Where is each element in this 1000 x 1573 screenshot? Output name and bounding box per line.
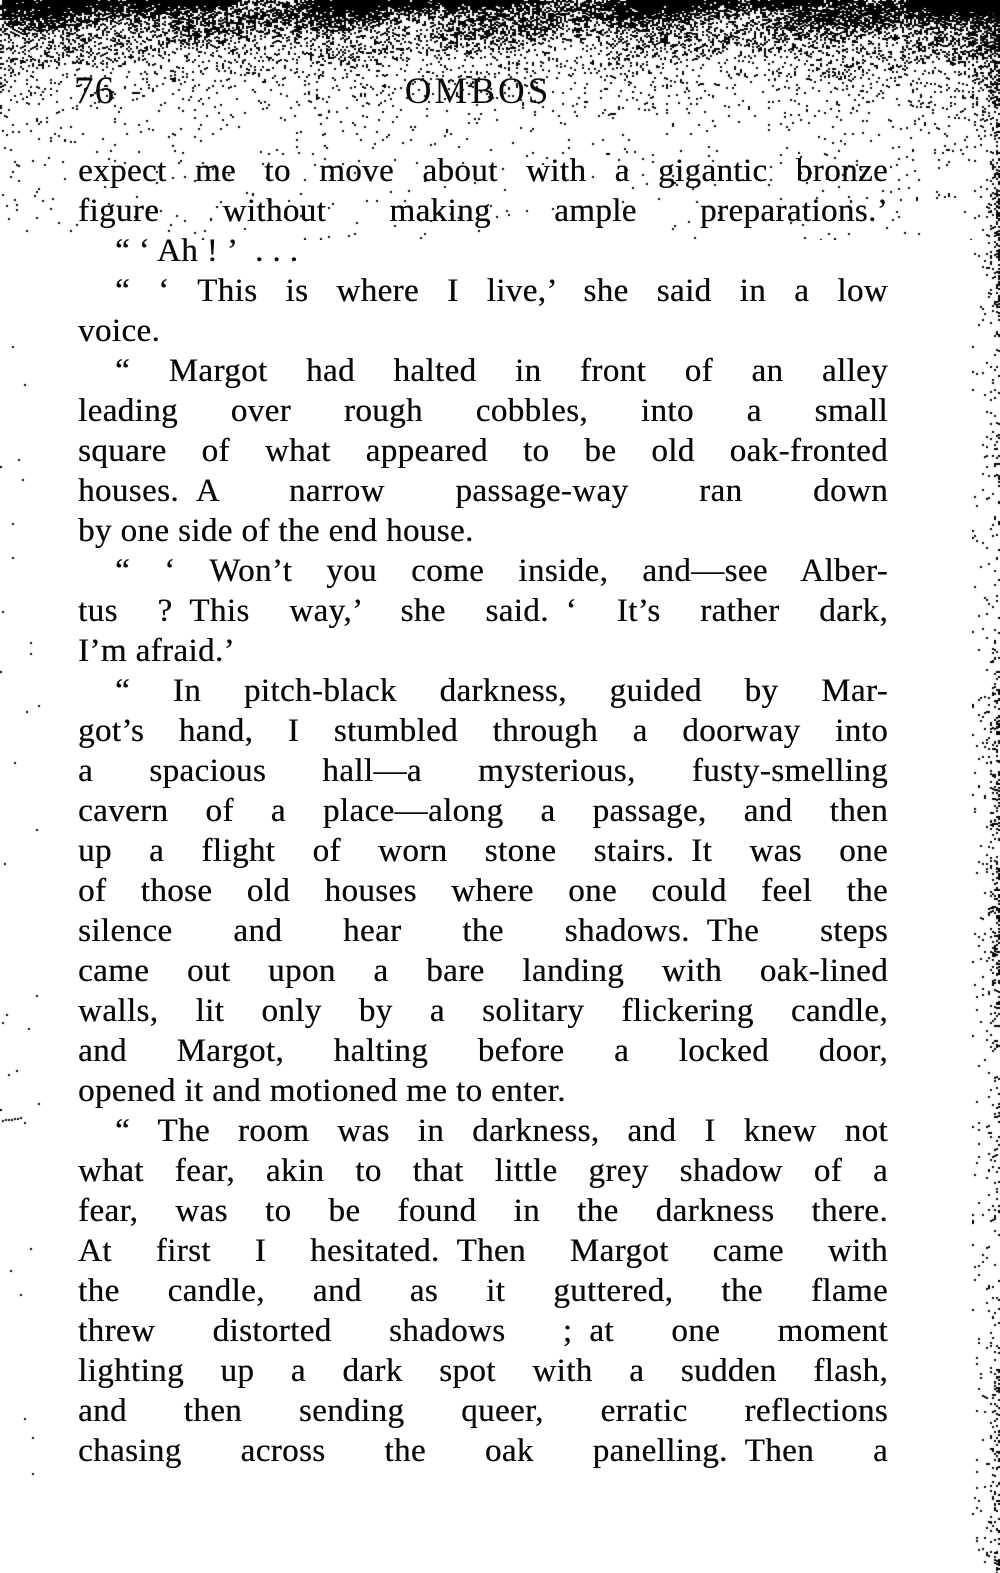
text-line: opened it and motioned me to enter. (78, 1073, 566, 1109)
text-line: up a flight of worn stone stairs. It was one (78, 833, 888, 869)
text-line: figure without making ample preparations.’ (78, 193, 888, 229)
text-line: “ ‘ This is where I live,’ she said in a low (115, 273, 888, 309)
body-text (78, 151, 888, 1471)
text-line: “ The room was in darkness, and I knew not (115, 1113, 888, 1149)
text-line: tus ? This way,’ she said. ‘ It’s rather dark, (78, 593, 888, 629)
text-line: fear, was to be found in the darkness there. (78, 1193, 888, 1229)
text-line: “ ‘ Ah ! ’ . . . (115, 233, 299, 269)
text-line: expect me to move about with a gigantic bronze (78, 153, 888, 189)
text-line: “ In pitch-black darkness, guided by Mar- (115, 673, 888, 709)
text-line: I’m afraid.’ (78, 633, 235, 669)
text-line: a spacious hall—a mysterious, fusty-smelling (78, 753, 888, 789)
text-line: of those old houses where one could feel the (78, 873, 888, 909)
text-line: and Margot, halting before a locked door, (78, 1033, 888, 1069)
text-line: by one side of the end house. (78, 513, 474, 549)
text-line: “ Margot had halted in front of an alley (115, 353, 888, 389)
text-line: threw distorted shadows ; at one moment (78, 1313, 888, 1349)
text-line: got’s hand, I stumbled through a doorway into (78, 713, 888, 749)
text-line: lighting up a dark spot with a sudden flash, (78, 1353, 888, 1389)
running-header-title: OMBOS (404, 71, 552, 112)
text-line: square of what appeared to be old oak-fronted (78, 433, 888, 469)
scan-noise-right (972, 0, 1000, 1573)
text-line: the candle, and as it guttered, the flame (78, 1273, 888, 1309)
text-line: came out upon a bare landing with oak-lined (78, 953, 888, 989)
text-line: chasing across the oak panelling. Then a (78, 1433, 888, 1469)
page-number: 76 (74, 69, 115, 112)
text-line: what fear, akin to that little grey shadow of a (78, 1153, 888, 1189)
text-line: voice. (78, 313, 161, 349)
text-line: leading over rough cobbles, into a small (78, 393, 888, 429)
text-line: silence and hear the shadows. The steps (78, 913, 888, 949)
text-line: At first I hesitated. Then Margot came with (78, 1233, 888, 1269)
text-line: “ ‘ Won’t you come inside, and—see Alber- (115, 553, 888, 589)
text-line: houses. A narrow passage-way ran down (78, 473, 888, 509)
text-line: cavern of a place—along a passage, and then (78, 793, 888, 829)
text-line: walls, lit only by a solitary flickering candle, (78, 993, 888, 1029)
text-line: and then sending queer, erratic reflections (78, 1393, 888, 1429)
